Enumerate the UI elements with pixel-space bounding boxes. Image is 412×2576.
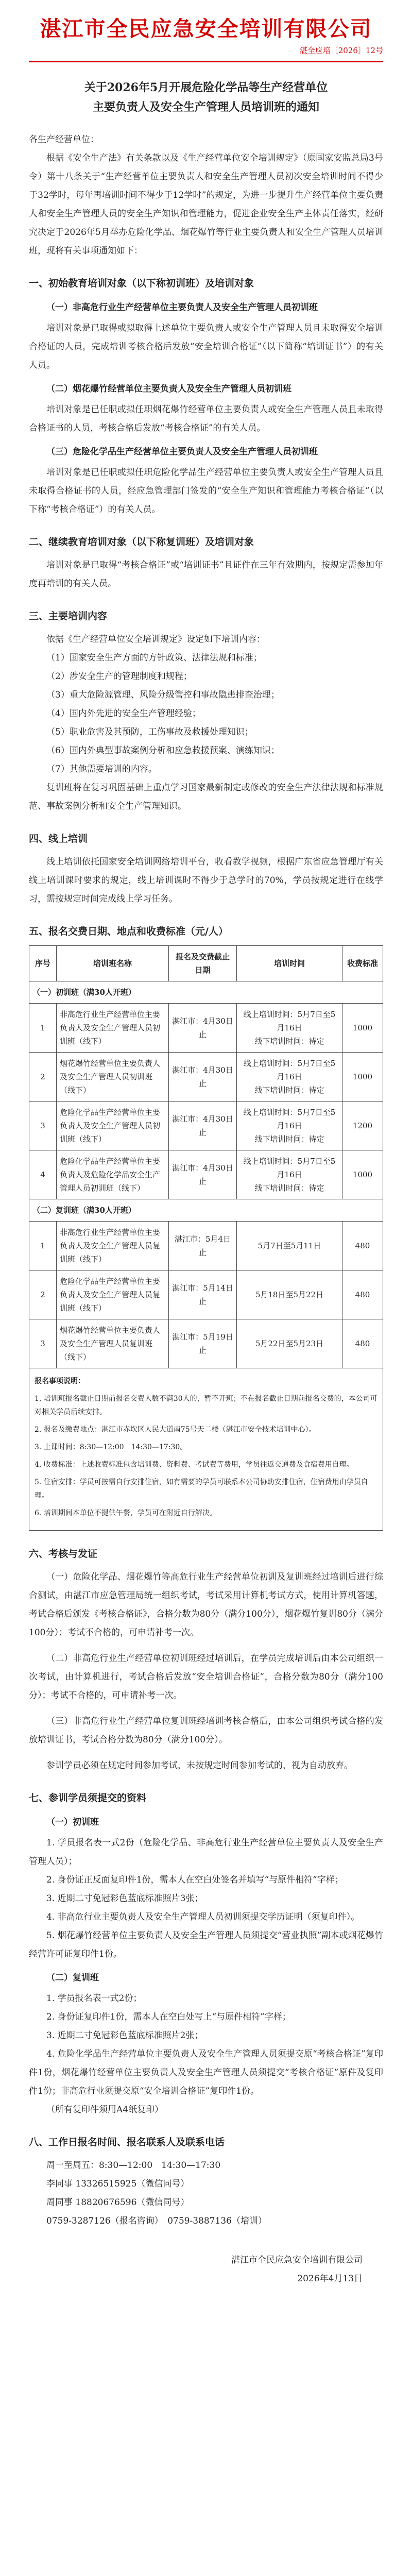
table-row xyxy=(29,1004,383,1053)
content-item: （3）重大危险源管理、风险分级管控和事故隐患排查治理； xyxy=(46,690,280,700)
content-item: （5）职业危害及其预防，工伤事故及救援处理知识； xyxy=(46,727,253,737)
signature-date: 2026年4月13日 xyxy=(297,2274,363,2284)
cell-deadline: 湛江市：5月4日止 xyxy=(169,1222,237,1270)
cell-index: 2 xyxy=(29,1053,57,1101)
cell-deadline: 湛江市：5月19日止 xyxy=(169,1319,237,1368)
material-item: 2. 身份证复印件1份，需本人在空白处写上“与原件相符”字样； xyxy=(46,2012,291,2022)
table-row xyxy=(29,1150,383,1199)
content-item: （4）国内外先进的安全生产管理经验； xyxy=(46,708,201,719)
cell-deadline: 湛江市：4月30日止 xyxy=(169,1101,237,1150)
section-6-title: 六、考核与发证 xyxy=(29,1548,98,1560)
section-4-body: 线上培训依托国家安全培训网络培训平台，收看教学视频，根据广东省应急管理厅有关线上培训课时要求的规定，线上培训课时不得少于总学时的70%，学员按规定进行在线学习，需按规定时间完成线上学习任务。 xyxy=(29,857,383,904)
cell-index: 1 xyxy=(29,1222,57,1270)
cell-course-name: 非高危行业生产经营单位主要负责人及安全生产管理人员复训班（线下） xyxy=(57,1222,169,1270)
table-group-row xyxy=(29,1199,383,1222)
material-item: 5. 烟花爆竹经营单位主要负责人及安全生产管理人员须提交“营业执照”副本或烟花爆竹经营许可证复印件1份。 xyxy=(29,1930,383,1959)
section-1-sub-3-title: （三）危险化学品生产经营单位主要负责人及安全生产管理人员初训班 xyxy=(46,447,318,457)
section-2-body: 培训对象是已取得“考核合格证”或“培训证书”且证件在三年有效期内，按规定需参加年度再培训的有关人员。 xyxy=(29,560,383,589)
intro-paragraph: 根据《安全生产法》有关条款以及《生产经营单位安全培训规定》（原国家安监总局3号令）第十八条关于“生产经营单位主要负责人和安全生产管理人员初次安全培训时间不得少于32学时，每年再培训时间不得少于12学时”的规定，为进一步提升生产经营单位主要负责人和安全生产管理人员的安全生产知识和管理能力，促进企业安全生产主体责任落实，经研究决定于2026年5月举办危险化学品、烟花爆竹等行业主要负责人和安全生产管理人员培训班，现将有关事项通知如下： xyxy=(29,153,383,256)
cell-time: 线上培训时间：5月7日至5月16日 线下培训时间：待定 xyxy=(236,1101,342,1150)
table-group-refresher: （二）复训班（满30人开班） xyxy=(29,1199,383,1222)
cell-deadline: 湛江市：4月30日止 xyxy=(169,1004,237,1053)
cell-index: 4 xyxy=(29,1150,57,1199)
cell-course-name: 危险化学品生产经营单位主要负责人及危险化学品安全生产管理人员初训班（线下） xyxy=(57,1150,169,1199)
material-item: 4. 危险化学品生产经营单位主要负责人及安全生产管理人员须提交原“考核合格证”复印件1份，烟花爆竹经营单位主要负责人及安全生产管理人员须提交“考核合格证”原件及复印件1份；非高危行业须提交原“安全培训合格证”复印件1份。 xyxy=(29,2049,383,2096)
cell-fee: 1000 xyxy=(342,1150,383,1199)
section-6-p3: （三）非高危行业生产经营单位复训班经培训考核合格后，由本公司组织考试合格的发放培训证书，考试合格分数为80分（满分100分）。 xyxy=(29,1716,383,1745)
section-6-p1: （一）危险化学品、烟花爆竹等高危行业生产经营单位初训及复训班经过培训后进行综合测试，由湛江市应急管理局统一组织考试，考试采用计算机考试方式，使用计算机答题，考试合格后颁发《考核合格证》，合格分数为80分（满分100分），烟花爆竹复训80分（满分100分）；考试不合格的，可申请补考一次。 xyxy=(29,1572,383,1638)
section-3-title: 三、主要培训内容 xyxy=(29,611,108,622)
table-group-initial: （一）初训班（满30人开班） xyxy=(29,981,383,1004)
section-6-p2: （二）非高危行业生产经营单位初训班经过培训后，在学员完成培训后由本公司组织一次考试，由计算机进行，考试合格后发放“安全培训合格证”，合格分数为80分（满分100分）；考试不合格的，可申请补考一次。 xyxy=(29,1653,383,1701)
col-header-deadline: 报名及交费截止日期 xyxy=(169,946,237,981)
content-item: （2）涉安全生产的管理制度和规程； xyxy=(46,671,192,682)
section-1-sub-3-body: 培训对象是已任职或拟任职危险化学品生产经营单位主要负责人或安全生产管理人员且未取得合格证书的人员，经应急管理部门签发的“安全生产知识和管理能力考核合格证”（以下称“考核合格证”）的有关人员。 xyxy=(29,467,383,515)
contact-hours: 周一至周五：8:30—12:00 14:30—17:30 xyxy=(46,2160,221,2171)
cell-fee: 480 xyxy=(342,1270,383,1319)
notes-item: 3. 上课时间：8:30—12:00 14:30—17:30。 xyxy=(35,1443,187,1451)
material-item: 3. 近期二寸免冠彩色蓝底标准照片2张； xyxy=(46,2030,203,2041)
cell-index: 3 xyxy=(29,1319,57,1368)
table-row xyxy=(29,1101,383,1150)
cell-index: 3 xyxy=(29,1101,57,1150)
cell-course-name: 烟花爆竹经营单位主要负责人及安全生产管理人员初训班（线下） xyxy=(57,1053,169,1101)
cell-deadline: 湛江市：4月30日止 xyxy=(169,1150,237,1199)
signature-block xyxy=(29,2251,383,2288)
cell-index: 2 xyxy=(29,1270,57,1319)
section-1-sub-1-body: 培训对象是已取得或拟取得上述单位主要负责人或安全生产管理人员且未取得安全培训合格证的人员，完成培训考核合格后发放“安全培训合格证”（以下简称“培训证书”）的有关人员。 xyxy=(29,323,383,370)
notes-item: 4. 收费标准：上述收费标准包含培训费、资料费、考试费等费用，学员往返交通费及食宿费用自理。 xyxy=(35,1461,354,1469)
notes-item: 1. 培训班报名截止日期前报名交费人数不满30人的，暂不开班；不在报名截止日期前报名交费的，本公司可对相关学员后续安排。 xyxy=(35,1395,377,1416)
cell-fee: 1000 xyxy=(342,1053,383,1101)
cell-fee: 1200 xyxy=(342,1101,383,1150)
section-4-title: 四、线上培训 xyxy=(29,833,88,844)
content-item: （6）国内外典型事故案例分析和应急救援预案、演练知识； xyxy=(46,745,280,756)
material-item: 4. 非高危行业主要负责人及安全生产管理人员初训须提交学历证明（须复印件）。 xyxy=(46,1912,360,1922)
fee-table xyxy=(29,945,383,1531)
table-row xyxy=(29,1319,383,1368)
cell-time: 线上培训时间：5月7日至5月16日 线下培训时间：待定 xyxy=(236,1053,342,1101)
section-5-title: 五、报名交费日期、地点和收费标准（元/人） xyxy=(29,926,228,937)
letterhead-org: 湛江市全民应急安全培训有限公司 xyxy=(40,16,372,41)
col-header-time: 培训时间 xyxy=(236,946,342,981)
material-item: 1. 学员报名表一式2份（危险化学品、非高危行业生产经营单位主要负责人及安全生产管理人员）； xyxy=(29,1838,383,1867)
notes-item: 5. 住宿安排：学员可按需自行安排住宿，如有需要的学员可联系本公司协助安排住宿，住宿费用由学员自理。 xyxy=(35,1478,368,1500)
fee-table-header xyxy=(29,946,383,981)
cell-fee: 1000 xyxy=(342,1004,383,1053)
cell-deadline: 湛江市：4月30日止 xyxy=(169,1053,237,1101)
section-7-title: 七、参训学员须提交的资料 xyxy=(29,1792,147,1804)
cell-course-name: 危险化学品生产经营单位主要负责人及安全生产管理人员复训班（线下） xyxy=(57,1270,169,1319)
section-1-sub-2-body: 培训对象是已任职或拟任职烟花爆竹经营单位主要负责人或安全生产管理人员且未取得合格证书的人员，考核合格后发放“考核合格证”的有关人员。 xyxy=(29,404,383,433)
section-2-title: 二、继续教育培训对象（以下称复训班）及培训对象 xyxy=(29,536,254,548)
notice-title-line-1: 关于2026年5月开展危险化学品等生产经营单位 xyxy=(84,81,328,94)
section-8-title: 八、工作日报名时间、报名联系人及联系电话 xyxy=(29,2137,225,2148)
cell-time: 5月7日至5月11日 xyxy=(236,1222,342,1270)
section-6-p4: 参训学员必须在规定时间参加考试，未按规定时间参加考试的，视为自动放弃。 xyxy=(46,1760,353,1771)
notes-item: 2. 报名及缴费地点：湛江市赤坎区人民大道南75号天二楼（湛江市安全技术培训中心）。 xyxy=(35,1426,316,1434)
section-7-initial-title: （一）初训班 xyxy=(46,1817,99,1827)
cell-fee: 480 xyxy=(342,1319,383,1368)
salutation: 各生产经营单位： xyxy=(29,134,99,145)
contact-phone: 0759-3287126（报名咨询） 0759-3887136（培训） xyxy=(46,2216,267,2226)
col-header-index: 序号 xyxy=(29,946,57,981)
notes-title: 报名事项说明： xyxy=(35,1377,85,1385)
notes-item: 6. 培训期间本单位不提供午餐，学员可在附近自行解决。 xyxy=(35,1509,217,1517)
cell-deadline: 湛江市：5月14日止 xyxy=(169,1270,237,1319)
section-1-sub-2-title: （二）烟花爆竹经营单位主要负责人及安全生产管理人员初训班 xyxy=(46,384,291,394)
col-header-name: 培训班名称 xyxy=(57,946,169,981)
material-item: 2. 身份证正反面复印件1份，需本人在空白处签名并填写“与原件相符”字样； xyxy=(46,1875,344,1885)
cell-index: 1 xyxy=(29,1004,57,1053)
contact-person: 李同事 13326515925（微信同号） xyxy=(46,2179,190,2189)
section-7-note: （所有复印件须用A4纸复印） xyxy=(46,2105,164,2115)
table-row xyxy=(29,1222,383,1270)
cell-fee: 480 xyxy=(342,1222,383,1270)
section-3-review: 复训班将在复习巩固基础上重点学习国家最新制定或修改的安全生产法律法规和标准规范、事故案例分析和安全生产管理知识。 xyxy=(29,783,383,811)
section-3-lead: 依据《生产经营单位安全培训规定》设定如下培训内容： xyxy=(46,634,265,645)
table-group-row xyxy=(29,981,383,1004)
table-notes xyxy=(29,1368,383,1531)
section-1-title: 一、初始教育培训对象（以下称初训班）及培训对象 xyxy=(29,278,254,289)
document-number: 湛全应培〔2026〕12号 xyxy=(299,46,383,55)
cell-time: 5月18日至5月22日 xyxy=(236,1270,342,1319)
signature-org: 湛江市全民应急安全培训有限公司 xyxy=(231,2255,363,2265)
cell-time: 线上培训时间：5月7日至5月16日 线下培训时间：待定 xyxy=(236,1150,342,1199)
letterhead-divider xyxy=(29,61,383,62)
section-1-sub-1-title: （一）非高危行业生产经营单位主要负责人及安全生产管理人员初训班 xyxy=(46,302,318,313)
notice-title-line-2: 主要负责人及安全生产管理人员培训班的通知 xyxy=(92,100,319,114)
cell-course-name: 危险化学品生产经营单位主要负责人及安全生产管理人员初训班（线下） xyxy=(57,1101,169,1150)
cell-time: 5月22日至5月23日 xyxy=(236,1319,342,1368)
col-header-fee: 收费标准 xyxy=(342,946,383,981)
table-row xyxy=(29,1270,383,1319)
content-item: （7）其他需要培训的内容。 xyxy=(46,764,157,774)
contact-person: 周同事 18820676596（微信同号） xyxy=(46,2197,190,2208)
content-item: （1）国家安全生产方面的方针政策、法律法规和标准； xyxy=(46,653,262,663)
section-7-refresher-title: （二）复训班 xyxy=(46,1973,99,1983)
table-notes-row xyxy=(29,1368,383,1531)
cell-course-name: 非高危行业生产经营单位主要负责人及安全生产管理人员初训班（线下） xyxy=(57,1004,169,1053)
cell-course-name: 烟花爆竹经营单位主要负责人及安全生产管理人员复训班（线下） xyxy=(57,1319,169,1368)
material-item: 3. 近期二寸免冠彩色蓝底标准照片3张； xyxy=(46,1893,203,1904)
cell-time: 线上培训时间：5月7日至5月16日 线下培训时间：待定 xyxy=(236,1004,342,1053)
table-row xyxy=(29,1053,383,1101)
material-item: 1. 学员报名表一式2份； xyxy=(46,1993,142,2004)
